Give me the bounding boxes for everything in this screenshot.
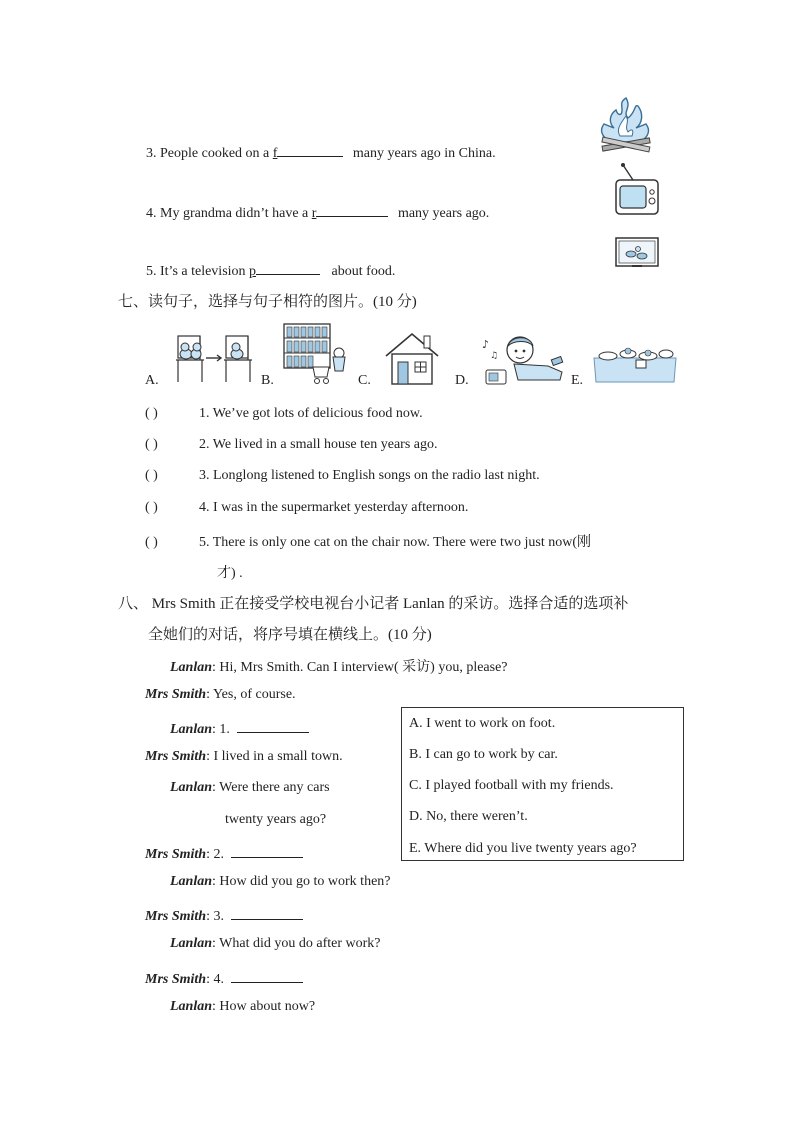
sentence-row-5: ( ) 5. There is only one cat on the chair now. There were two just now(刚: [145, 535, 592, 550]
dialogue-line: Mrs Smith: I lived in a small town.: [145, 749, 343, 764]
sentence-row-3: ( ) 3. Longlong listened to English songs on the radio last night.: [145, 468, 540, 483]
radio-icon: [613, 162, 661, 218]
picture-label-d: D.: [455, 373, 469, 388]
answer-paren[interactable]: ( ): [145, 406, 158, 421]
fill-item-5: 5. It’s a television p about food.: [146, 260, 395, 280]
answer-blank[interactable]: [231, 843, 303, 858]
cats-on-chairs-icon: [168, 332, 254, 386]
answer-paren[interactable]: ( ): [145, 468, 158, 483]
option-b: B. I can go to work by car.: [409, 747, 558, 762]
dialogue-line: Lanlan: 1.: [170, 718, 309, 738]
fill-item-3: 3. People cooked on a f many years ago in China.: [146, 142, 496, 162]
dialogue-line: twenty years ago?: [225, 812, 327, 827]
supermarket-icon: [283, 323, 351, 385]
sentence-5-continuation: 才) .: [217, 566, 243, 581]
tv-food-icon: [614, 236, 660, 272]
boy-radio-icon: [478, 332, 568, 388]
food-table-icon: [592, 346, 678, 384]
picture-label-a: A.: [145, 373, 159, 388]
house-icon: [384, 330, 440, 386]
answer-blank[interactable]: [231, 968, 303, 983]
dialogue-line: Lanlan: How about now?: [170, 999, 316, 1014]
fill-letter: p: [249, 264, 257, 279]
answer-blank[interactable]: [316, 202, 388, 217]
option-a: A. I went to work on foot.: [409, 716, 556, 731]
dialogue-line: Mrs Smith: 3.: [145, 905, 303, 925]
picture-label-e: E.: [571, 373, 584, 388]
dialogue-line: Mrs Smith: Yes, of course.: [145, 687, 296, 702]
dialogue-line: Lanlan: How did you go to work then?: [170, 874, 391, 889]
picture-label-c: C.: [358, 373, 371, 388]
sentence-row-4: ( ) 4. I was in the supermarket yesterday afternoon.: [145, 500, 469, 515]
section-8-title: 八、 Mrs Smith 正在接受学校电视台小记者 Lanlan 的采访。选择合适的选项补: [118, 596, 629, 612]
fill-letter: f: [272, 146, 278, 161]
fill-item-4: 4. My grandma didn’t have a r many years ago.: [146, 202, 489, 222]
answer-paren[interactable]: ( ): [145, 500, 158, 515]
sentence-row-1: ( ) 1. We’ve got lots of delicious food now.: [145, 406, 423, 421]
dialogue-line: Lanlan: What did you do after work?: [170, 936, 381, 951]
fill-letter: r: [311, 206, 317, 221]
answer-paren[interactable]: ( ): [145, 535, 158, 550]
svg-text:♪: ♪: [482, 338, 490, 351]
dialogue-line: Lanlan: Were there any cars: [170, 780, 330, 795]
sentence-row-2: ( ) 2. We lived in a small house ten years ago.: [145, 437, 438, 452]
svg-text:♫: ♫: [490, 351, 499, 361]
answer-paren[interactable]: ( ): [145, 437, 158, 452]
answer-blank[interactable]: [277, 142, 343, 157]
answer-blank[interactable]: [256, 260, 320, 275]
answer-blank[interactable]: [231, 905, 303, 920]
dialogue-line: Mrs Smith: 4.: [145, 968, 303, 988]
picture-label-b: B.: [261, 373, 274, 388]
campfire-icon: [592, 94, 660, 156]
section-7-title: 七、读句子，选择与句子相符的图片。(10 分): [118, 294, 417, 310]
option-d: D. No, there weren’t.: [409, 809, 528, 824]
section-8-title-cont: 全她们的对话，将序号填在横线上。(10 分): [148, 627, 432, 643]
options-box: [401, 707, 684, 861]
option-e: E. Where did you live twenty years ago?: [409, 841, 637, 856]
option-c: C. I played football with my friends.: [409, 778, 614, 793]
answer-blank[interactable]: [237, 718, 309, 733]
dialogue-line: Lanlan: Hi, Mrs Smith. Can I interview( 采访) you, please?: [170, 660, 508, 675]
dialogue-line: Mrs Smith: 2.: [145, 843, 303, 863]
